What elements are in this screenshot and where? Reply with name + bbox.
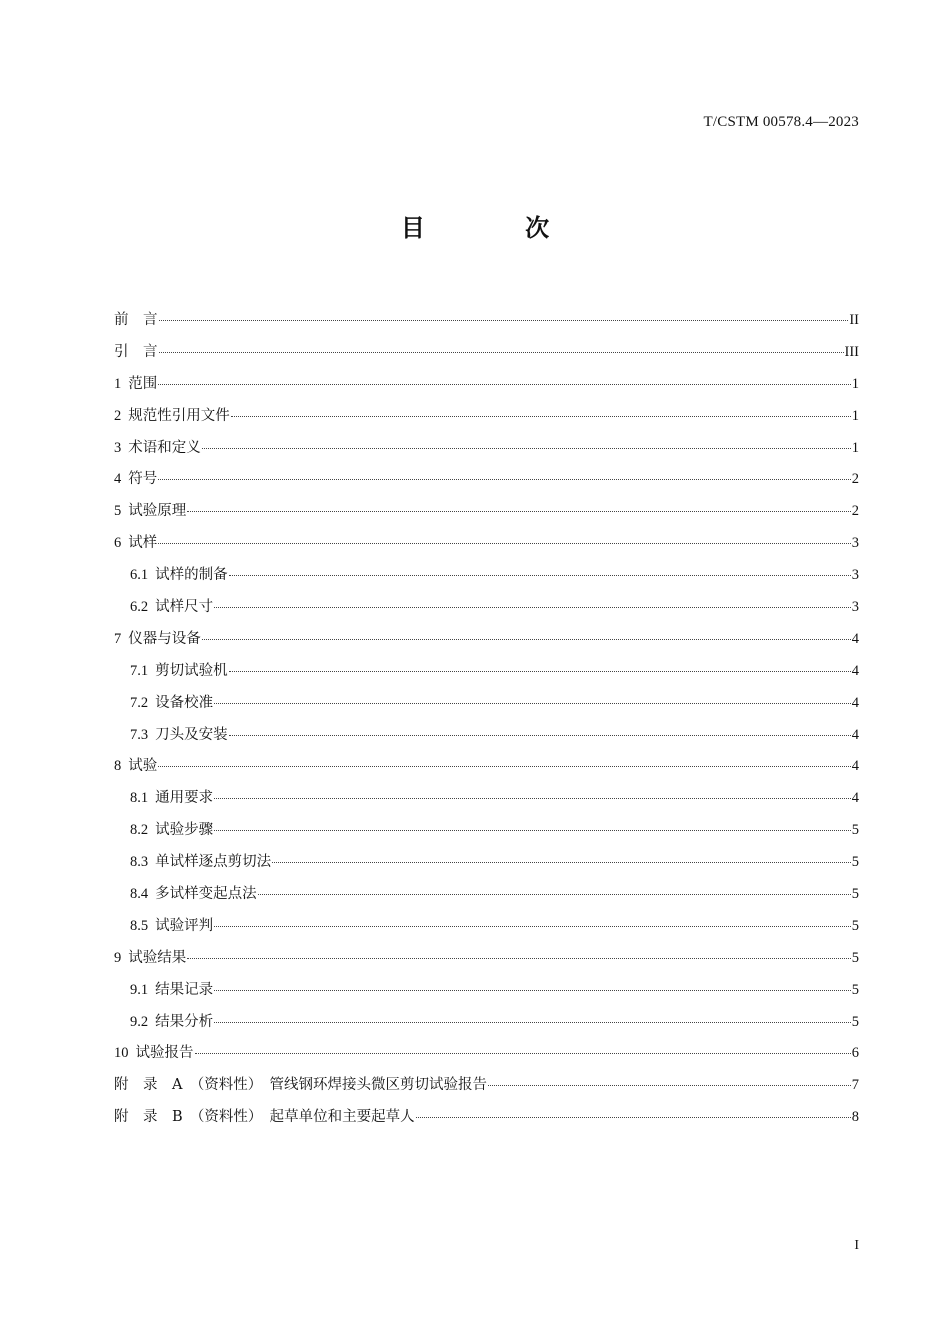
toc-entry-page: 4 bbox=[851, 694, 859, 711]
toc-dot-leader bbox=[158, 478, 851, 480]
toc-entry-label bbox=[114, 627, 201, 651]
toc-entry-text: 剪切试验机 bbox=[155, 662, 228, 679]
toc-entry-label bbox=[114, 1073, 487, 1097]
toc-entry[interactable] bbox=[114, 436, 859, 468]
toc-entry-page: III bbox=[844, 343, 859, 360]
toc-entry-page: 6 bbox=[851, 1045, 859, 1062]
toc-dot-leader bbox=[214, 702, 851, 704]
toc-entry-text: 前 言 bbox=[114, 312, 158, 328]
document-code: T/CSTM 00578.4—2023 bbox=[703, 114, 859, 130]
toc-entry-text: 附 录 B （资料性） 起草单位和主要起草人 bbox=[114, 1109, 415, 1126]
toc-dot-leader bbox=[214, 606, 851, 608]
toc-entry-label bbox=[114, 308, 158, 332]
toc-dot-leader bbox=[214, 797, 851, 799]
toc-dot-leader bbox=[214, 1021, 851, 1023]
toc-entry[interactable] bbox=[114, 627, 859, 659]
toc-entry-text: 结果分析 bbox=[155, 1013, 214, 1030]
toc-entry[interactable] bbox=[114, 1105, 859, 1137]
toc-entry-label bbox=[130, 882, 257, 906]
toc-dot-leader bbox=[187, 957, 851, 959]
toc-entry[interactable] bbox=[114, 786, 859, 818]
toc-entry-text: 设备校准 bbox=[155, 694, 214, 711]
toc-entry-page: II bbox=[849, 312, 859, 328]
toc-entry[interactable] bbox=[114, 1041, 859, 1073]
toc-entry-text: 引 言 bbox=[114, 343, 158, 360]
toc-entry-number: 7.2 bbox=[130, 694, 149, 711]
toc-entry-number: 5 bbox=[114, 503, 122, 520]
toc-entry[interactable] bbox=[114, 531, 859, 563]
toc-entry[interactable] bbox=[114, 467, 859, 499]
toc-dot-leader bbox=[229, 574, 851, 576]
toc-entry-label bbox=[130, 1010, 213, 1034]
toc-entry[interactable] bbox=[114, 659, 859, 691]
toc-entry-page: 4 bbox=[851, 758, 859, 775]
toc-entry-number: 7.3 bbox=[130, 726, 149, 743]
toc-entry-text: 结果记录 bbox=[155, 981, 214, 998]
toc-title: 目 次 bbox=[400, 214, 596, 242]
table-of-contents bbox=[114, 308, 859, 1137]
toc-entry-number: 8.1 bbox=[130, 790, 149, 807]
toc-entry-text: 规范性引用文件 bbox=[128, 407, 230, 424]
toc-entry[interactable] bbox=[114, 372, 859, 404]
toc-entry-text: 试样尺寸 bbox=[155, 599, 214, 616]
toc-entry-page: 3 bbox=[851, 535, 859, 552]
toc-entry-number: 7.1 bbox=[130, 662, 149, 679]
toc-dot-leader bbox=[214, 989, 851, 991]
toc-entry-text: 试验 bbox=[128, 758, 158, 775]
toc-entry-label bbox=[130, 659, 228, 683]
toc-entry-page: 5 bbox=[851, 1013, 859, 1030]
toc-entry-number: 4 bbox=[114, 471, 122, 488]
toc-dot-leader bbox=[202, 447, 851, 449]
toc-dot-leader bbox=[158, 765, 851, 767]
toc-entry-number: 10 bbox=[114, 1045, 129, 1062]
toc-entry-number: 9 bbox=[114, 949, 122, 966]
toc-entry-label bbox=[130, 563, 228, 587]
toc-entry-number: 6.1 bbox=[130, 567, 149, 584]
toc-dot-leader bbox=[187, 510, 851, 512]
toc-entry[interactable] bbox=[114, 946, 859, 978]
toc-entry-label bbox=[114, 372, 157, 396]
toc-entry-number: 9.1 bbox=[130, 981, 149, 998]
toc-entry[interactable] bbox=[114, 1010, 859, 1042]
toc-entry-label bbox=[114, 1041, 194, 1065]
toc-entry-text: 单试样逐点剪切法 bbox=[155, 854, 272, 871]
toc-entry-page: 5 bbox=[851, 981, 859, 998]
toc-dot-leader bbox=[158, 383, 851, 385]
toc-entry-page: 5 bbox=[851, 886, 859, 903]
toc-entry[interactable] bbox=[114, 340, 859, 372]
toc-entry-number: 8.2 bbox=[130, 822, 149, 839]
toc-entry[interactable] bbox=[114, 850, 859, 882]
toc-entry-text: 刀头及安装 bbox=[155, 726, 228, 743]
page-number: I bbox=[854, 1238, 859, 1253]
toc-entry-label bbox=[114, 499, 186, 523]
toc-entry-page: 4 bbox=[851, 790, 859, 807]
toc-entry-label bbox=[114, 404, 230, 428]
toc-entry[interactable] bbox=[114, 754, 859, 786]
toc-entry-page: 5 bbox=[851, 822, 859, 839]
toc-entry-label bbox=[114, 340, 158, 364]
toc-dot-leader bbox=[158, 542, 851, 544]
toc-dot-leader bbox=[258, 893, 851, 895]
toc-dot-leader bbox=[214, 925, 851, 927]
toc-entry-label bbox=[130, 595, 213, 619]
toc-entry-number: 2 bbox=[114, 407, 122, 424]
toc-entry[interactable] bbox=[114, 691, 859, 723]
toc-entry-page: 3 bbox=[851, 599, 859, 616]
toc-entry[interactable] bbox=[114, 978, 859, 1010]
toc-entry-label bbox=[130, 691, 213, 715]
toc-entry-page: 4 bbox=[851, 662, 859, 679]
toc-entry-number: 8.4 bbox=[130, 886, 149, 903]
toc-entry-text: 试验步骤 bbox=[155, 822, 214, 839]
toc-entry-text: 多试样变起点法 bbox=[155, 886, 257, 903]
toc-entry-page: 7 bbox=[851, 1077, 859, 1094]
toc-entry-text: 附 录 A （资料性） 管线钢环焊接头微区剪切试验报告 bbox=[114, 1077, 487, 1094]
toc-entry[interactable] bbox=[114, 563, 859, 595]
toc-entry-label bbox=[130, 978, 213, 1002]
toc-entry[interactable] bbox=[114, 818, 859, 850]
toc-entry-label bbox=[114, 531, 157, 555]
toc-entry-page: 5 bbox=[851, 854, 859, 871]
toc-dot-leader bbox=[159, 351, 844, 353]
toc-dot-leader bbox=[195, 1052, 851, 1054]
toc-entry-page: 3 bbox=[851, 567, 859, 584]
toc-entry-label bbox=[130, 850, 271, 874]
toc-entry-number: 8 bbox=[114, 758, 122, 775]
toc-entry-number: 8.5 bbox=[130, 917, 149, 934]
toc-entry-label bbox=[114, 467, 157, 491]
toc-entry-text: 试验评判 bbox=[155, 917, 214, 934]
toc-entry[interactable] bbox=[114, 404, 859, 436]
toc-entry-text: 试验结果 bbox=[128, 949, 187, 966]
toc-entry-text: 通用要求 bbox=[155, 790, 214, 807]
toc-entry-label bbox=[114, 1105, 415, 1129]
toc-entry[interactable] bbox=[114, 914, 859, 946]
toc-dot-leader bbox=[488, 1084, 851, 1086]
toc-entry-label bbox=[114, 754, 157, 778]
toc-entry-label bbox=[130, 786, 213, 810]
toc-dot-leader bbox=[202, 638, 851, 640]
toc-entry-label bbox=[130, 914, 213, 938]
toc-entry-text: 试验原理 bbox=[128, 503, 187, 520]
toc-entry-number: 6 bbox=[114, 535, 122, 552]
toc-entry[interactable] bbox=[114, 882, 859, 914]
toc-entry-number: 6.2 bbox=[130, 599, 149, 616]
toc-entry-page: 2 bbox=[851, 503, 859, 520]
toc-entry[interactable] bbox=[114, 499, 859, 531]
toc-entry-label bbox=[130, 818, 213, 842]
toc-entry-page: 1 bbox=[851, 375, 859, 392]
toc-entry-text: 符号 bbox=[128, 471, 158, 488]
toc-entry-page: 4 bbox=[851, 726, 859, 743]
toc-dot-leader bbox=[159, 319, 849, 321]
toc-entry-text: 仪器与设备 bbox=[128, 630, 201, 647]
toc-entry[interactable] bbox=[114, 595, 859, 627]
toc-entry-number: 1 bbox=[114, 375, 122, 392]
toc-entry-text: 试样的制备 bbox=[155, 567, 228, 584]
toc-entry-number: 9.2 bbox=[130, 1013, 149, 1030]
toc-entry-page: 5 bbox=[851, 917, 859, 934]
toc-entry-text: 试样 bbox=[128, 535, 158, 552]
toc-entry-page: 2 bbox=[851, 471, 859, 488]
toc-entry-text: 试验报告 bbox=[135, 1045, 194, 1062]
toc-entry[interactable] bbox=[114, 723, 859, 755]
toc-entry-text: 范围 bbox=[128, 375, 158, 392]
toc-entry-page: 1 bbox=[851, 407, 859, 424]
toc-dot-leader bbox=[214, 829, 851, 831]
toc-entry-label bbox=[114, 946, 186, 970]
toc-entry-text: 术语和定义 bbox=[128, 439, 201, 456]
toc-entry-number: 8.3 bbox=[130, 854, 149, 871]
toc-dot-leader bbox=[229, 734, 851, 736]
toc-entry-page: 8 bbox=[851, 1109, 859, 1126]
toc-dot-leader bbox=[231, 415, 851, 417]
toc-entry[interactable] bbox=[114, 308, 859, 340]
toc-entry-label bbox=[130, 723, 228, 747]
toc-dot-leader bbox=[416, 1116, 851, 1118]
toc-entry-number: 7 bbox=[114, 630, 122, 647]
toc-dot-leader bbox=[272, 861, 851, 863]
toc-entry-page: 1 bbox=[851, 439, 859, 456]
toc-entry-page: 5 bbox=[851, 949, 859, 966]
toc-entry-number: 3 bbox=[114, 439, 122, 456]
toc-entry[interactable] bbox=[114, 1073, 859, 1105]
toc-entry-label bbox=[114, 436, 201, 460]
toc-entry-page: 4 bbox=[851, 630, 859, 647]
toc-dot-leader bbox=[229, 670, 851, 672]
